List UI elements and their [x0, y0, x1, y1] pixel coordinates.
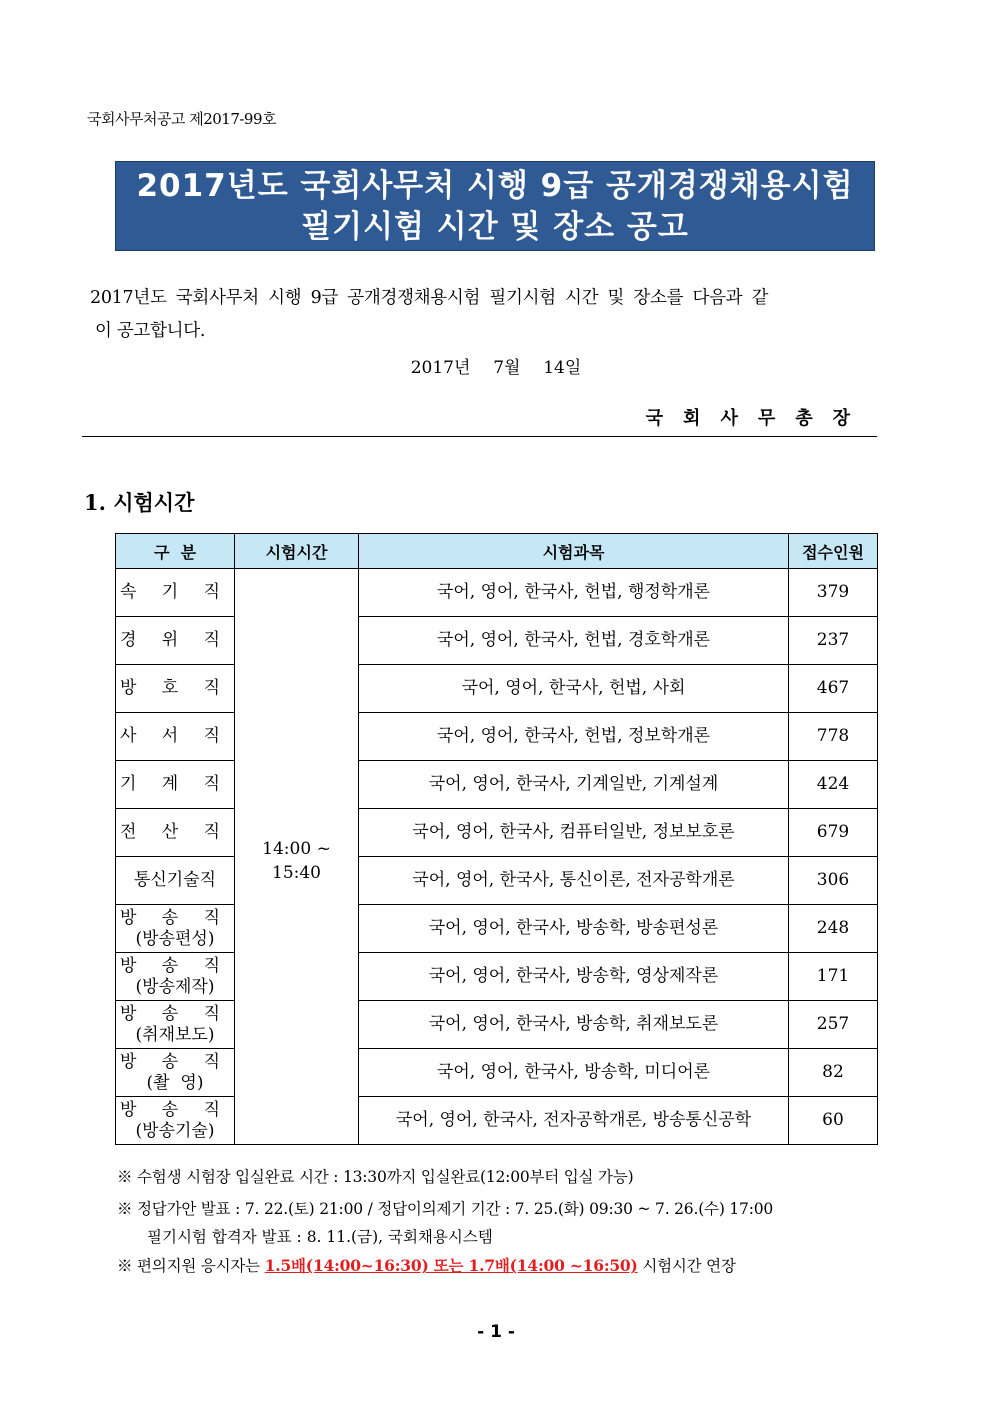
category-sublabel: (방송기술): [135, 1120, 215, 1141]
cell-category: [116, 953, 235, 1001]
note-accommodation-prefix: ※ 편의지원 응시자는: [117, 1257, 265, 1275]
intro-line-2: 이 공고합니다.: [95, 321, 206, 341]
table-row: [116, 1001, 878, 1049]
intro-line-1: 2017년도 국회사무처 시행 9급 공개경쟁채용시험 필기시험 시간 및 장소를 다음과 같: [90, 288, 769, 308]
cell-category: [116, 569, 235, 617]
note-accommodation-highlight: 1.5배(14:00~16:30) 또는 1.7배(14:00 ~16:50): [264, 1256, 638, 1275]
cell-count: 257: [789, 1001, 878, 1049]
signer: 국회사무총장: [645, 408, 870, 429]
table-row: [116, 569, 878, 617]
note-pass-announcement: 필기시험 합격자 발표 : 8. 11.(금), 국회채용시스템: [147, 1228, 493, 1246]
cell-count: 379: [789, 569, 878, 617]
cell-subjects: 국어, 영어, 한국사, 방송학, 영상제작론: [359, 953, 789, 1001]
table-row: [116, 665, 878, 713]
table-row: [116, 1049, 878, 1097]
category-sublabel: (방송편성): [135, 928, 215, 949]
table-row: [116, 761, 878, 809]
cell-count: 248: [789, 905, 878, 953]
cell-category: [116, 905, 235, 953]
cell-subjects: 국어, 영어, 한국사, 기계일반, 기계설계: [359, 761, 789, 809]
category-label: 기 계 직: [119, 774, 231, 794]
cell-category: [116, 617, 235, 665]
cell-subjects: 국어, 영어, 한국사, 헌법, 경호학개론: [359, 617, 789, 665]
header-time: 시험시간: [235, 534, 359, 569]
title-line-2: 필기시험 시간 및 장소 공고: [301, 209, 689, 245]
cell-count: 306: [789, 857, 878, 905]
cell-count: 424: [789, 761, 878, 809]
cell-subjects: 국어, 영어, 한국사, 컴퓨터일반, 정보보호론: [359, 809, 789, 857]
category-label: 속 기 직: [119, 582, 231, 602]
divider: [82, 436, 877, 437]
cell-subjects: 국어, 영어, 한국사, 방송학, 방송편성론: [359, 905, 789, 953]
table-row: [116, 905, 878, 953]
table-row: [116, 953, 878, 1001]
table-row: [116, 1097, 878, 1145]
cell-category: [116, 1001, 235, 1049]
category-sublabel: (촬 영): [146, 1072, 204, 1093]
notice-date: 2017년 7월 14일: [410, 358, 582, 378]
note-answer-release: ※ 정답가안 발표 : 7. 22.(토) 21:00 / 정답이의제기 기간 : 7. 25.(화) 09:30 ~ 7. 26.(수) 17:00: [117, 1200, 774, 1218]
cell-subjects: 국어, 영어, 한국사, 헌법, 사회: [359, 665, 789, 713]
note-accommodation: [117, 1254, 736, 1276]
category-label: 방 송 직: [119, 1003, 231, 1024]
cell-category: [116, 1049, 235, 1097]
cell-count: 82: [789, 1049, 878, 1097]
table-row: [116, 809, 878, 857]
cell-count: 60: [789, 1097, 878, 1145]
intro-paragraph: [80, 282, 895, 348]
category-label: 전 산 직: [119, 822, 231, 842]
category-label: 방 송 직: [119, 955, 231, 976]
cell-count: 778: [789, 713, 878, 761]
cell-category: [116, 761, 235, 809]
category-label: 사 서 직: [119, 726, 231, 746]
table-row: [116, 617, 878, 665]
cell-exam-time: 14:00 ~ 15:40: [235, 569, 359, 1145]
title-line-1: 2017년도 국회사무처 시행 9급 공개경쟁채용시험: [136, 168, 854, 204]
cell-category: [116, 857, 235, 905]
table-row: [116, 857, 878, 905]
category-label: 경 위 직: [119, 630, 231, 650]
cell-count: 467: [789, 665, 878, 713]
cell-subjects: 국어, 영어, 한국사, 헌법, 행정학개론: [359, 569, 789, 617]
header-subjects: 시험과목: [359, 534, 789, 569]
cell-category: [116, 665, 235, 713]
category-label: 통신기술직: [133, 870, 217, 890]
cell-count: 679: [789, 809, 878, 857]
cell-subjects: 국어, 영어, 한국사, 전자공학개론, 방송통신공학: [359, 1097, 789, 1145]
table-header-row: [116, 534, 878, 569]
cell-count: 171: [789, 953, 878, 1001]
note-accommodation-suffix: 시험시간 연장: [637, 1257, 736, 1275]
header-count: 접수인원: [789, 534, 878, 569]
table-row: [116, 713, 878, 761]
page-number: - 1 -: [477, 1322, 515, 1342]
category-label: 방 송 직: [119, 1051, 231, 1072]
cell-category: [116, 809, 235, 857]
exam-schedule-table: [115, 533, 878, 1145]
note-entry-time: ※ 수험생 시험장 입실완료 시간 : 13:30까지 입실완료(12:00부터 입실 가능): [117, 1168, 634, 1186]
cell-subjects: 국어, 영어, 한국사, 통신이론, 전자공학개론: [359, 857, 789, 905]
cell-count: 237: [789, 617, 878, 665]
category-label: 방 송 직: [119, 907, 231, 928]
category-sublabel: (취재보도): [135, 1024, 215, 1045]
category-label: 방 송 직: [119, 1099, 231, 1120]
cell-subjects: 국어, 영어, 한국사, 헌법, 정보학개론: [359, 713, 789, 761]
category-label: 방 호 직: [119, 678, 231, 698]
header-category: 구 분: [116, 534, 235, 569]
cell-subjects: 국어, 영어, 한국사, 방송학, 미디어론: [359, 1049, 789, 1097]
notice-number: 국회사무처공고 제2017-99호: [87, 110, 277, 128]
cell-category: [116, 713, 235, 761]
cell-category: [116, 1097, 235, 1145]
cell-subjects: 국어, 영어, 한국사, 방송학, 취재보도론: [359, 1001, 789, 1049]
section-heading: 1. 시험시간: [84, 490, 195, 515]
category-sublabel: (방송제작): [135, 976, 215, 997]
title-banner: [115, 161, 875, 251]
